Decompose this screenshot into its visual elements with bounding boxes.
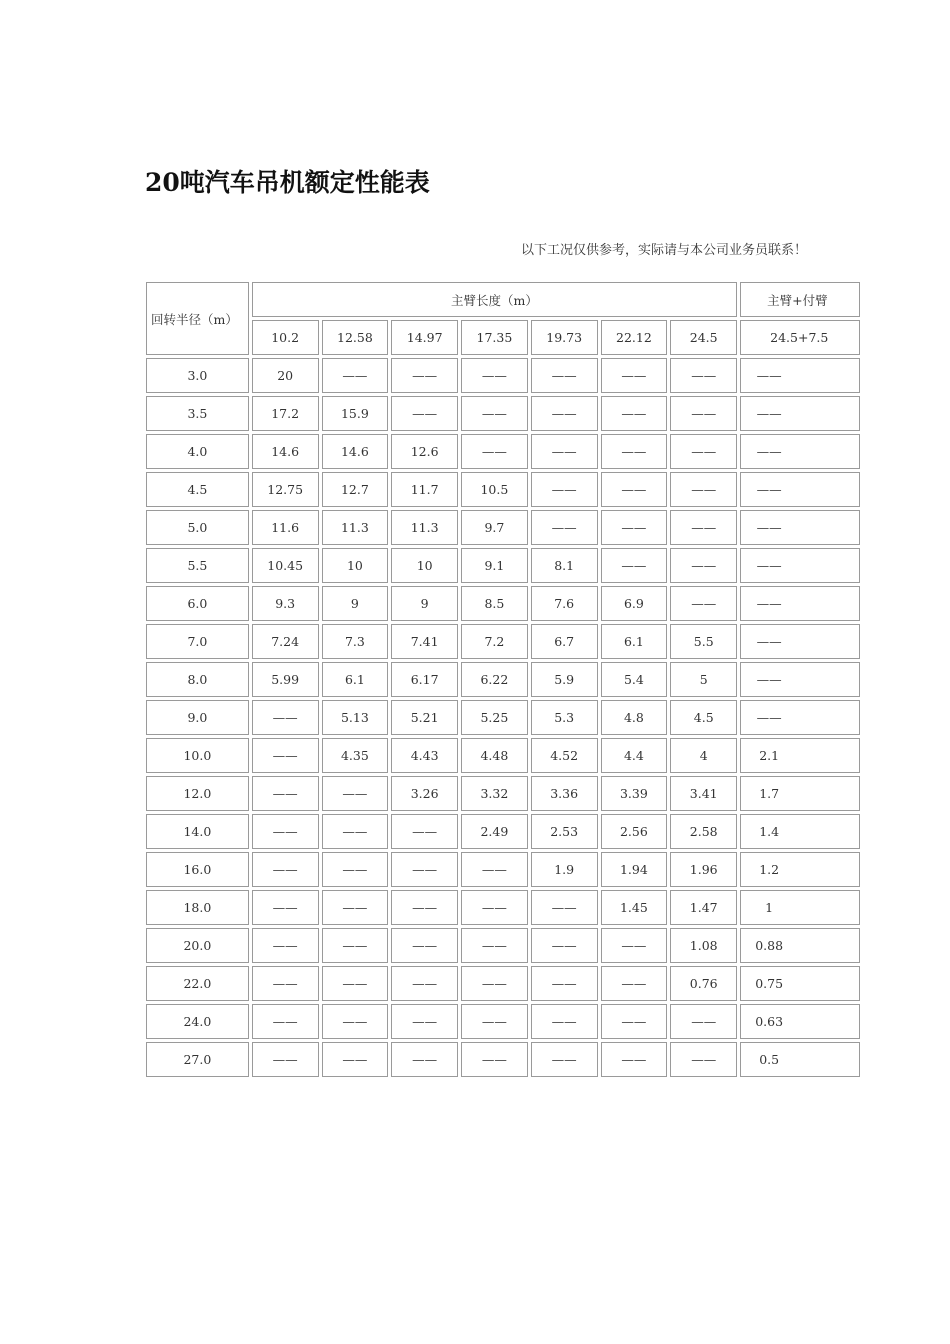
jib-capacity-value: 1.7 xyxy=(759,786,780,801)
capacity-cell: —— xyxy=(252,966,319,1001)
jib-capacity-value: —— xyxy=(756,710,782,725)
capacity-cell: —— xyxy=(322,928,389,963)
capacity-cell: —— xyxy=(252,928,319,963)
capacity-cell: —— xyxy=(461,890,528,925)
jib-capacity-cell xyxy=(740,472,860,507)
table-row xyxy=(146,776,860,811)
jib-capacity-cell xyxy=(740,662,860,697)
capacity-cell: —— xyxy=(322,814,389,849)
capacity-cell: 5.13 xyxy=(322,700,389,735)
jib-capacity-cell xyxy=(740,814,860,849)
capacity-cell: 1.08 xyxy=(670,928,737,963)
capacity-cell: —— xyxy=(252,1042,319,1077)
capacity-cell: —— xyxy=(670,548,737,583)
capacity-cell: —— xyxy=(252,890,319,925)
capacity-cell: 4.5 xyxy=(670,700,737,735)
capacity-cell: —— xyxy=(670,586,737,621)
capacity-cell: 3.39 xyxy=(601,776,668,811)
capacity-cell: 9.3 xyxy=(252,586,319,621)
radius-cell: 16.0 xyxy=(146,852,249,887)
radius-header: 回转半径（m） xyxy=(146,282,249,355)
capacity-cell: —— xyxy=(670,358,737,393)
capacity-cell: 8.5 xyxy=(461,586,528,621)
capacity-cell: —— xyxy=(531,358,598,393)
boom-length-cell: 22.12 xyxy=(601,320,668,355)
capacity-cell: 11.3 xyxy=(391,510,458,545)
radius-cell: 8.0 xyxy=(146,662,249,697)
capacity-cell: —— xyxy=(670,1004,737,1039)
capacity-cell: 4.48 xyxy=(461,738,528,773)
jib-capacity-value: 0.5 xyxy=(759,1052,780,1067)
capacity-cell: —— xyxy=(391,396,458,431)
capacity-cell: —— xyxy=(322,966,389,1001)
jib-capacity-cell xyxy=(740,890,860,925)
capacity-cell: —— xyxy=(670,434,737,469)
capacity-cell: —— xyxy=(461,434,528,469)
capacity-cell: 5.3 xyxy=(531,700,598,735)
capacity-cell: 4 xyxy=(670,738,737,773)
capacity-cell: —— xyxy=(601,510,668,545)
table-row xyxy=(146,510,860,545)
capacity-cell: —— xyxy=(531,510,598,545)
capacity-cell: 3.32 xyxy=(461,776,528,811)
radius-cell: 27.0 xyxy=(146,1042,249,1077)
header-row-2 xyxy=(146,320,860,355)
table-row xyxy=(146,624,860,659)
capacity-cell: 6.22 xyxy=(461,662,528,697)
jib-capacity-value: —— xyxy=(756,368,782,383)
capacity-cell: —— xyxy=(601,358,668,393)
jib-capacity-cell xyxy=(740,1042,860,1077)
jib-capacity-value: —— xyxy=(756,634,782,649)
boom-length-cell: 17.35 xyxy=(461,320,528,355)
jib-capacity-value: —— xyxy=(756,672,782,687)
capacity-cell: —— xyxy=(391,966,458,1001)
table-row xyxy=(146,890,860,925)
capacity-cell: 10 xyxy=(391,548,458,583)
capacity-cell: 7.24 xyxy=(252,624,319,659)
capacity-cell: —— xyxy=(601,396,668,431)
radius-cell: 18.0 xyxy=(146,890,249,925)
capacity-cell: —— xyxy=(322,852,389,887)
radius-cell: 20.0 xyxy=(146,928,249,963)
capacity-cell: —— xyxy=(322,1042,389,1077)
capacity-cell: 2.58 xyxy=(670,814,737,849)
table-row xyxy=(146,472,860,507)
capacity-cell: 4.35 xyxy=(322,738,389,773)
boom-length-cell: 14.97 xyxy=(391,320,458,355)
capacity-cell: —— xyxy=(461,396,528,431)
capacity-cell: 1.45 xyxy=(601,890,668,925)
capacity-cell: 1.94 xyxy=(601,852,668,887)
capacity-cell: 12.75 xyxy=(252,472,319,507)
capacity-cell: —— xyxy=(601,928,668,963)
jib-capacity-value: —— xyxy=(756,596,782,611)
capacity-cell: 3.36 xyxy=(531,776,598,811)
table-row xyxy=(146,852,860,887)
boom-length-cell: 24.5 xyxy=(670,320,737,355)
capacity-cell: 11.6 xyxy=(252,510,319,545)
boom-length-header: 主臂长度（m） xyxy=(252,282,737,317)
capacity-cell: 6.1 xyxy=(322,662,389,697)
capacity-cell: 14.6 xyxy=(252,434,319,469)
jib-capacity-value: —— xyxy=(756,482,782,497)
capacity-cell: —— xyxy=(670,396,737,431)
capacity-cell: 6.7 xyxy=(531,624,598,659)
capacity-cell: —— xyxy=(601,548,668,583)
capacity-cell: 1.96 xyxy=(670,852,737,887)
jib-capacity-cell xyxy=(740,738,860,773)
capacity-cell: —— xyxy=(601,472,668,507)
table-row xyxy=(146,396,860,431)
capacity-cell: —— xyxy=(461,852,528,887)
capacity-cell: —— xyxy=(322,1004,389,1039)
boom-length-cell: 19.73 xyxy=(531,320,598,355)
capacity-cell: —— xyxy=(461,1042,528,1077)
jib-capacity-value: —— xyxy=(756,406,782,421)
capacity-cell: —— xyxy=(670,1042,737,1077)
capacity-cell: —— xyxy=(601,434,668,469)
jib-capacity-cell xyxy=(740,928,860,963)
radius-cell: 12.0 xyxy=(146,776,249,811)
capacity-cell: 10.45 xyxy=(252,548,319,583)
jib-capacity-cell xyxy=(740,776,860,811)
header-row-1 xyxy=(146,282,860,317)
jib-capacity-cell xyxy=(740,396,860,431)
capacity-cell: 12.7 xyxy=(322,472,389,507)
capacity-cell: 0.76 xyxy=(670,966,737,1001)
jib-capacity-cell xyxy=(740,700,860,735)
capacity-cell: —— xyxy=(391,928,458,963)
capacity-cell: 10.5 xyxy=(461,472,528,507)
capacity-cell: —— xyxy=(531,890,598,925)
capacity-cell: 2.49 xyxy=(461,814,528,849)
jib-capacity-cell xyxy=(740,548,860,583)
capacity-cell: 5.5 xyxy=(670,624,737,659)
jib-capacity-cell xyxy=(740,966,860,1001)
capacity-cell: —— xyxy=(461,928,528,963)
jib-length-cell: 24.5+7.5 xyxy=(740,320,860,355)
capacity-cell: 9.1 xyxy=(461,548,528,583)
capacity-cell: —— xyxy=(670,472,737,507)
capacity-cell: —— xyxy=(531,434,598,469)
capacity-cell: —— xyxy=(391,890,458,925)
capacity-cell: 6.17 xyxy=(391,662,458,697)
capacity-cell: 2.53 xyxy=(531,814,598,849)
capacity-cell: —— xyxy=(391,1004,458,1039)
jib-capacity-cell xyxy=(740,358,860,393)
capacity-cell: 1.47 xyxy=(670,890,737,925)
radius-cell: 5.5 xyxy=(146,548,249,583)
capacity-cell: 7.3 xyxy=(322,624,389,659)
capacity-cell: —— xyxy=(252,738,319,773)
capacity-cell: —— xyxy=(461,1004,528,1039)
capacity-cell: —— xyxy=(322,890,389,925)
table-row xyxy=(146,662,860,697)
capacity-cell: —— xyxy=(531,1004,598,1039)
jib-capacity-value: 1.4 xyxy=(759,824,780,839)
table-row xyxy=(146,548,860,583)
capacity-cell: 12.6 xyxy=(391,434,458,469)
capacity-cell: 2.56 xyxy=(601,814,668,849)
capacity-cell: —— xyxy=(252,814,319,849)
capacity-cell: 9.7 xyxy=(461,510,528,545)
jib-capacity-value: —— xyxy=(756,520,782,535)
capacity-cell: —— xyxy=(601,1004,668,1039)
capacity-cell: —— xyxy=(391,852,458,887)
jib-capacity-cell xyxy=(740,586,860,621)
capacity-cell: 5.99 xyxy=(252,662,319,697)
capacity-cell: —— xyxy=(601,966,668,1001)
capacity-cell: 11.3 xyxy=(322,510,389,545)
capacity-cell: —— xyxy=(601,1042,668,1077)
jib-capacity-cell xyxy=(740,852,860,887)
capacity-cell: 4.52 xyxy=(531,738,598,773)
performance-table-container xyxy=(143,279,829,1089)
jib-capacity-cell xyxy=(740,624,860,659)
table-row xyxy=(146,700,860,735)
radius-cell: 4.5 xyxy=(146,472,249,507)
capacity-cell: 7.2 xyxy=(461,624,528,659)
table-row xyxy=(146,738,860,773)
radius-cell: 22.0 xyxy=(146,966,249,1001)
table-row xyxy=(146,586,860,621)
jib-capacity-value: —— xyxy=(756,558,782,573)
radius-cell: 5.0 xyxy=(146,510,249,545)
radius-cell: 4.0 xyxy=(146,434,249,469)
disclaimer-note: 以下工况仅供参考，实际请与本公司业务员联系！ xyxy=(520,243,807,258)
capacity-cell: —— xyxy=(322,776,389,811)
capacity-cell: 9 xyxy=(322,586,389,621)
capacity-cell: —— xyxy=(670,510,737,545)
capacity-cell: 5.9 xyxy=(531,662,598,697)
radius-cell: 6.0 xyxy=(146,586,249,621)
capacity-cell: 1.9 xyxy=(531,852,598,887)
capacity-cell: —— xyxy=(322,358,389,393)
capacity-cell: 5.25 xyxy=(461,700,528,735)
capacity-cell: —— xyxy=(252,776,319,811)
performance-table xyxy=(143,279,863,1080)
capacity-cell: 3.26 xyxy=(391,776,458,811)
capacity-cell: 5.21 xyxy=(391,700,458,735)
page-title: 20吨汽车吊机额定性能表 xyxy=(145,168,430,197)
jib-capacity-value: 0.88 xyxy=(755,938,784,953)
boom-length-cell: 12.58 xyxy=(322,320,389,355)
capacity-cell: —— xyxy=(391,814,458,849)
capacity-cell: 5.4 xyxy=(601,662,668,697)
jib-capacity-value: 1 xyxy=(765,900,774,915)
capacity-cell: 15.9 xyxy=(322,396,389,431)
capacity-cell: 4.8 xyxy=(601,700,668,735)
capacity-cell: —— xyxy=(531,966,598,1001)
jib-capacity-cell xyxy=(740,434,860,469)
table-row xyxy=(146,814,860,849)
capacity-cell: 4.4 xyxy=(601,738,668,773)
capacity-cell: 6.9 xyxy=(601,586,668,621)
table-row xyxy=(146,966,860,1001)
capacity-cell: 4.43 xyxy=(391,738,458,773)
capacity-cell: —— xyxy=(531,472,598,507)
jib-capacity-value: 2.1 xyxy=(759,748,780,763)
radius-cell: 3.0 xyxy=(146,358,249,393)
table-row xyxy=(146,1042,860,1077)
capacity-cell: —— xyxy=(531,928,598,963)
radius-cell: 10.0 xyxy=(146,738,249,773)
jib-capacity-cell xyxy=(740,510,860,545)
capacity-cell: 9 xyxy=(391,586,458,621)
capacity-cell: 11.7 xyxy=(391,472,458,507)
table-row xyxy=(146,928,860,963)
capacity-cell: 6.1 xyxy=(601,624,668,659)
jib-capacity-value: 0.75 xyxy=(755,976,784,991)
capacity-cell: —— xyxy=(252,1004,319,1039)
jib-capacity-value: 1.2 xyxy=(759,862,780,877)
radius-cell: 7.0 xyxy=(146,624,249,659)
capacity-cell: —— xyxy=(461,358,528,393)
radius-cell: 9.0 xyxy=(146,700,249,735)
capacity-cell: —— xyxy=(531,1042,598,1077)
table-row xyxy=(146,358,860,393)
capacity-cell: —— xyxy=(252,852,319,887)
capacity-cell: —— xyxy=(252,700,319,735)
radius-cell: 3.5 xyxy=(146,396,249,431)
capacity-cell: 10 xyxy=(322,548,389,583)
jib-capacity-cell xyxy=(740,1004,860,1039)
capacity-cell: —— xyxy=(391,1042,458,1077)
capacity-cell: —— xyxy=(391,358,458,393)
capacity-cell: —— xyxy=(531,396,598,431)
jib-capacity-value: 0.63 xyxy=(755,1014,784,1029)
table-row xyxy=(146,1004,860,1039)
table-row xyxy=(146,434,860,469)
capacity-cell: 7.41 xyxy=(391,624,458,659)
capacity-cell: 8.1 xyxy=(531,548,598,583)
capacity-cell: 3.41 xyxy=(670,776,737,811)
capacity-cell: 17.2 xyxy=(252,396,319,431)
capacity-cell: 7.6 xyxy=(531,586,598,621)
capacity-cell: 14.6 xyxy=(322,434,389,469)
capacity-cell: 20 xyxy=(252,358,319,393)
jib-capacity-value: —— xyxy=(756,444,782,459)
radius-cell: 14.0 xyxy=(146,814,249,849)
boom-length-cell: 10.2 xyxy=(252,320,319,355)
capacity-cell: —— xyxy=(461,966,528,1001)
radius-cell: 24.0 xyxy=(146,1004,249,1039)
capacity-cell: 5 xyxy=(670,662,737,697)
jib-header: 主臂+付臂 xyxy=(740,282,860,317)
